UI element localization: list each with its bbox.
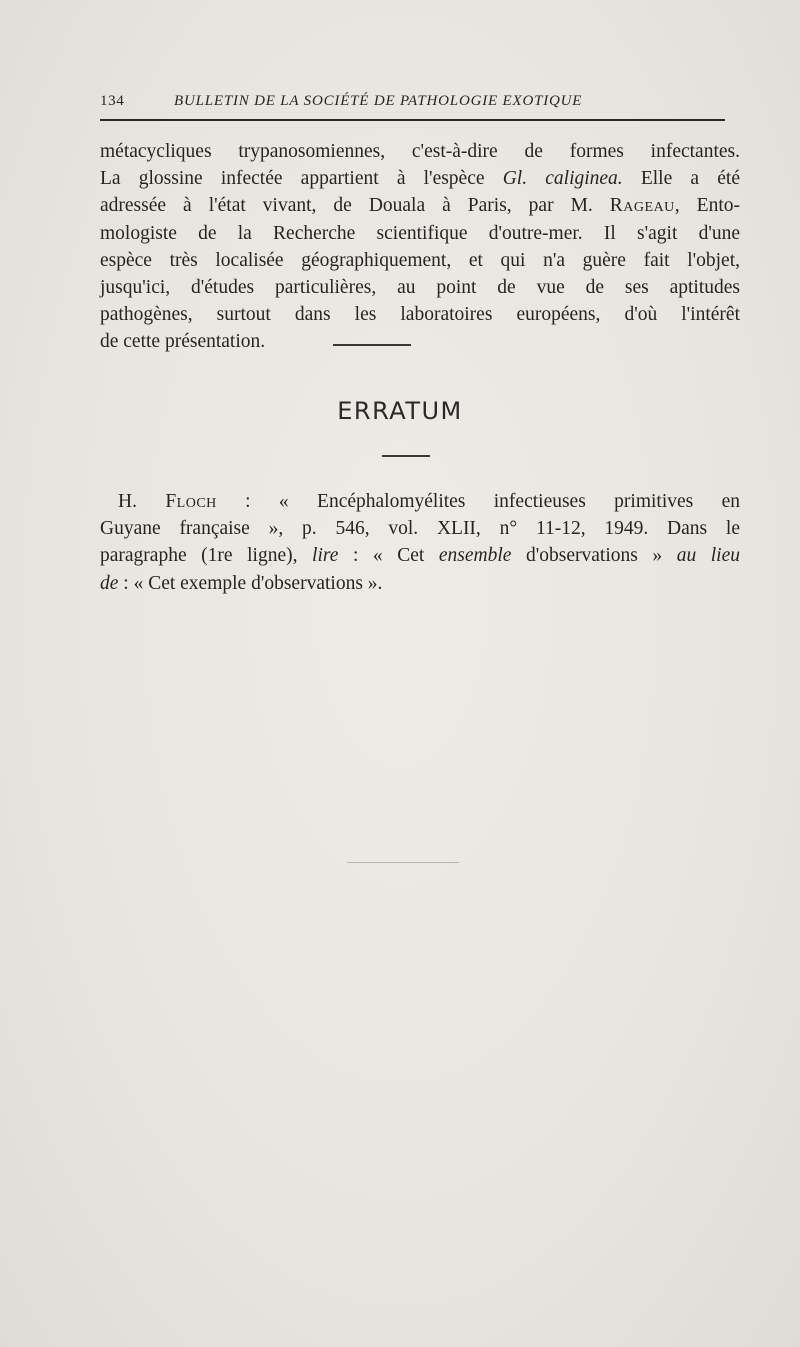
- species-name: Gl. caliginea.: [502, 168, 623, 190]
- text-span: La glossine infectée appartient à l'espèce: [100, 168, 503, 190]
- running-head: BULLETIN DE LA SOCIÉTÉ DE PATHOLOGIE EXOTIQUE: [174, 93, 583, 109]
- text-span: paragraphe (1re ligne),: [100, 545, 313, 567]
- text-line: [100, 165, 740, 192]
- erratum-heading: ERRATUM: [337, 397, 463, 425]
- text-line: métacycliques trypanosomiennes, c'est-à-dire de formes infectantes.: [100, 141, 740, 162]
- text-line: espèce très localisée géographiquement, et qui n'a guère fait l'objet,: [100, 249, 740, 271]
- text-line: [100, 488, 740, 515]
- body-paragraph: [100, 138, 740, 356]
- page-number: 134: [100, 93, 125, 109]
- heading-underline: [382, 455, 430, 457]
- erratum-paragraph: [100, 488, 740, 597]
- emphasis: ensemble: [438, 545, 512, 567]
- author-name: Rageau: [609, 195, 675, 217]
- text-span: adressée à l'état vivant, de Douala à Paris, par M.: [100, 195, 610, 217]
- text-span: , Ento-: [674, 195, 740, 217]
- text-span: d'observations »: [511, 545, 677, 567]
- text-span: H.: [118, 491, 166, 512]
- faint-divider: [347, 862, 459, 863]
- page-header: [100, 93, 725, 115]
- emphasis: de: [100, 572, 119, 594]
- text-line: [100, 570, 740, 597]
- text-line: jusqu'ici, d'études particulières, au point de vue de ses aptitudes: [100, 277, 740, 299]
- text-span: : « Cet exemple d'observations ».: [118, 572, 383, 594]
- text-span: : « Encéphalomyélites infectieuses primitives en: [216, 491, 740, 512]
- text-line: [100, 542, 740, 569]
- text-line: de cette présentation.: [100, 331, 266, 353]
- text-line: pathogènes, surtout dans les laboratoires européens, d'où l'intérêt: [100, 304, 740, 326]
- text-line: Guyane française », p. 546, vol. XLII, n° 11-12, 1949. Dans le: [100, 518, 740, 540]
- author-name: Floch: [165, 491, 217, 512]
- text-line: mologiste de la Recherche scientifique d'outre-mer. Il s'agit d'une: [100, 222, 740, 244]
- text-span: : « Cet: [338, 545, 439, 567]
- section-divider: [333, 344, 411, 346]
- header-rule: [100, 119, 725, 121]
- emphasis: lire: [312, 545, 339, 567]
- text-line: [100, 192, 740, 219]
- text-span: Elle a été: [622, 168, 740, 190]
- emphasis: au lieu: [676, 545, 741, 567]
